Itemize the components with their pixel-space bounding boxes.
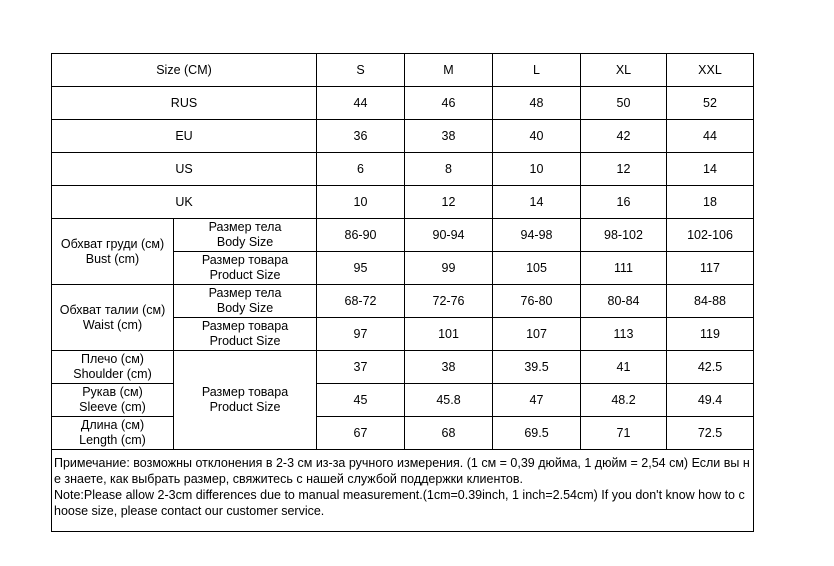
body-size-label-en: Body Size [216,301,274,315]
table-cell: 16 [581,186,667,219]
note-russian: Примечание: возможны отклонения в 2-3 см из-за ручного измерения. (1 см = 0,39 дюйма, 1 дюйм = 2,54 см) Если вы не знаете, как выбрать размер, свяжитесь с нашей службой поддержки клиентов. [54,456,750,486]
size-header-xl: XL [581,54,667,87]
waist-label-en: Waist (cm) [82,317,143,332]
table-cell: 42 [581,120,667,153]
table-cell: 71 [581,417,667,450]
table-row-us [52,153,754,186]
table-cell: 38 [405,120,493,153]
body-size-label-ru: Размер тела [208,220,282,234]
sleeve-label-ru: Рукав (см) [82,385,143,399]
table-cell: 72.5 [667,417,754,450]
table-cell: 111 [581,252,667,285]
product-size-label-ru: Размер товара [201,385,289,399]
waist-label [52,285,174,351]
row-label-uk: UK [52,186,317,219]
waist-label-ru: Обхват талии (см) [59,302,166,317]
table-cell: 48.2 [581,384,667,417]
sleeve-label [52,384,174,417]
table-cell: 117 [667,252,754,285]
table-cell: 12 [405,186,493,219]
product-size-label-ru: Размер товара [201,253,289,267]
bust-product-size-label [174,252,317,285]
table-cell: 80-84 [581,285,667,318]
table-cell: 68-72 [317,285,405,318]
shoulder-label-ru: Плечо (см) [81,352,144,366]
size-header-xxl: XXL [667,54,754,87]
row-label-us: US [52,153,317,186]
body-size-label-en: Body Size [216,235,274,249]
waist-body-size-label [174,285,317,318]
product-size-label-ru: Размер товара [201,319,289,333]
length-label-ru: Длина (см) [80,418,145,432]
table-cell: 50 [581,87,667,120]
product-size-label-en: Product Size [209,400,281,414]
table-cell: 12 [581,153,667,186]
garment-product-size-label [174,351,317,450]
shoulder-label-en: Shoulder (cm) [73,367,152,381]
row-label-eu: EU [52,120,317,153]
length-label-en: Length (cm) [79,433,146,447]
table-cell: 95 [317,252,405,285]
size-header-m: M [405,54,493,87]
table-cell: 99 [405,252,493,285]
table-cell: 52 [667,87,754,120]
table-row-length [52,417,754,450]
table-cell: 38 [405,351,493,384]
header-row [52,54,754,87]
header-label: Size (CM) [52,54,317,87]
table-cell: 48 [493,87,581,120]
length-label [52,417,174,450]
table-cell: 90-94 [405,219,493,252]
bust-label [52,219,174,285]
table-cell: 97 [317,318,405,351]
body-size-label-ru: Размер тела [208,286,282,300]
table-cell: 41 [581,351,667,384]
table-row-eu [52,120,754,153]
table-cell: 39.5 [493,351,581,384]
table-cell: 76-80 [493,285,581,318]
table-cell: 42.5 [667,351,754,384]
table-cell: 107 [493,318,581,351]
table-cell: 45.8 [405,384,493,417]
table-cell: 46 [405,87,493,120]
table-cell: 94-98 [493,219,581,252]
table-cell: 6 [317,153,405,186]
bust-body-size-label [174,219,317,252]
note-english: Note:Please allow 2-3cm differences due to manual measurement.(1cm=0.39inch, 1 inch=2.54cm) If you don't know how to choose size, please contact our customer service. [54,488,745,518]
table-row-rus [52,87,754,120]
table-cell: 69.5 [493,417,581,450]
table-cell: 68 [405,417,493,450]
table-row-waist-body [52,285,754,318]
table-cell: 40 [493,120,581,153]
note-row [52,450,754,532]
row-label-rus: RUS [52,87,317,120]
table-cell: 67 [317,417,405,450]
waist-product-size-label [174,318,317,351]
shoulder-label [52,351,174,384]
bust-label-en: Bust (cm) [85,251,140,266]
product-size-label-en: Product Size [209,334,281,348]
sleeve-label-en: Sleeve (cm) [79,400,146,414]
table-cell: 36 [317,120,405,153]
table-row-uk [52,186,754,219]
table-row-shoulder [52,351,754,384]
table-cell: 105 [493,252,581,285]
table-cell: 37 [317,351,405,384]
table-row-bust-body [52,219,754,252]
product-size-label-en: Product Size [209,268,281,282]
note-cell [52,450,754,532]
table-cell: 102-106 [667,219,754,252]
table-cell: 101 [405,318,493,351]
size-header-s: S [317,54,405,87]
table-cell: 14 [493,186,581,219]
table-cell: 10 [317,186,405,219]
size-header-l: L [493,54,581,87]
table-cell: 44 [667,120,754,153]
bust-label-ru: Обхват груди (см) [60,236,165,251]
size-chart-table [51,53,754,532]
table-cell: 45 [317,384,405,417]
table-cell: 72-76 [405,285,493,318]
table-cell: 98-102 [581,219,667,252]
table-cell: 14 [667,153,754,186]
table-cell: 84-88 [667,285,754,318]
table-cell: 8 [405,153,493,186]
table-cell: 47 [493,384,581,417]
table-row-sleeve [52,384,754,417]
table-cell: 18 [667,186,754,219]
table-cell: 44 [317,87,405,120]
table-cell: 113 [581,318,667,351]
table-cell: 10 [493,153,581,186]
table-cell: 86-90 [317,219,405,252]
table-cell: 49.4 [667,384,754,417]
table-cell: 119 [667,318,754,351]
